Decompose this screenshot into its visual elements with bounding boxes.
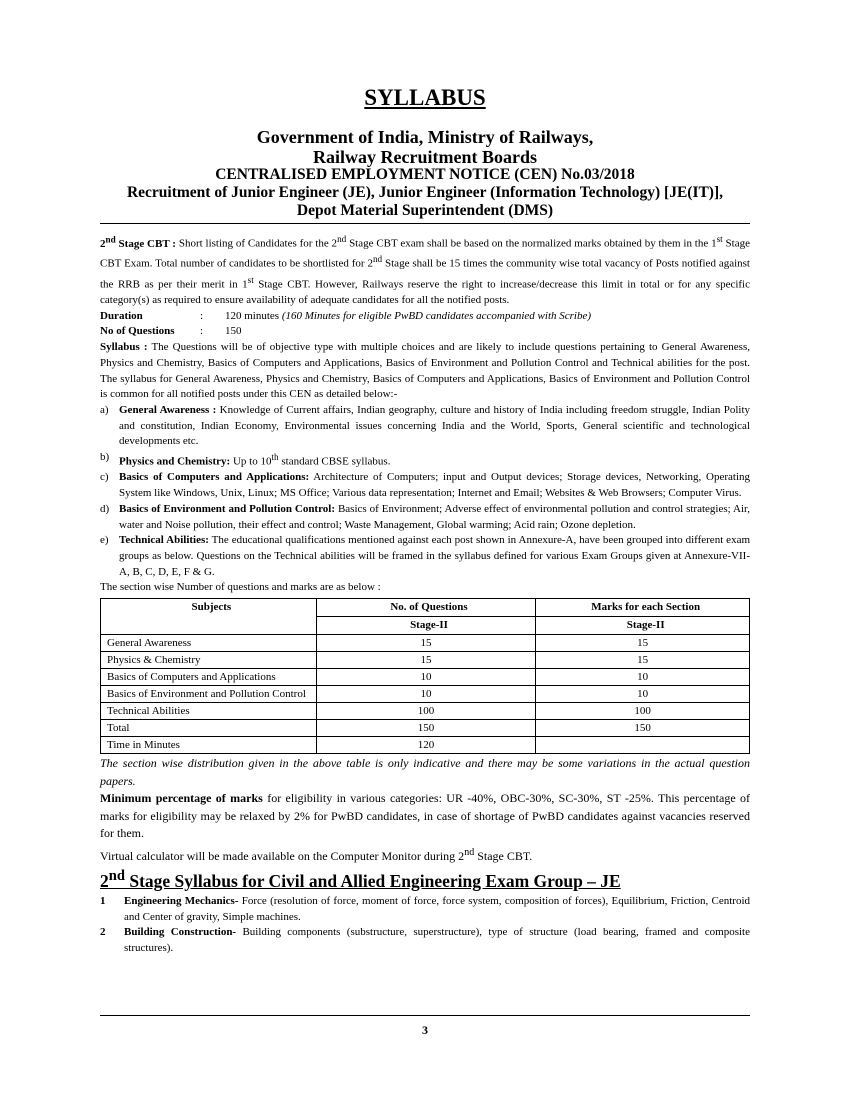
calculator-sup: nd — [464, 846, 475, 858]
cell-marks: 15 — [536, 635, 750, 652]
cell-subject: Basics of Environment and Pollution Control — [101, 686, 317, 703]
header-marks: Marks for each Section — [536, 599, 750, 617]
questions-colon: : — [200, 325, 204, 338]
list-item-text: Basics of Environment; Adverse effect of environmental pollution and control strategies; Air, water and Noise pollution, their effect and control; Waste Management, Global warming; Acid rain; Ozone depletion. — [119, 502, 751, 531]
list-item-physics-chemistry — [100, 450, 750, 470]
cell-subject: Basics of Computers and Applications — [101, 669, 317, 686]
section-heading-sup: nd — [108, 868, 125, 885]
syllabus-item-number: 2 — [100, 926, 106, 939]
marks-table — [100, 598, 750, 754]
header-subjects: Subjects — [101, 599, 317, 635]
cell-marks: 10 — [536, 686, 750, 703]
stage-text-d: Stage shall be 15 times the community wise total vacancy of Posts notified against the RRB as per their merit in 1 — [100, 258, 750, 291]
list-item-label: Technical Abilities: — [119, 534, 209, 547]
rrb-line: Railway Recruitment Boards — [313, 147, 537, 167]
stage-sup-a: nd — [337, 234, 347, 244]
list-item-label: Basics of Environment and Pollution Control: — [119, 502, 336, 515]
list-marker: e) — [100, 534, 109, 547]
list-item-text: Knowledge of Current affairs, Indian geography, culture and history of India including freedom struggle, Indian Polity and constitution, Indian Economy, Environmental issues concerning India and the World, Sports, General scientific and technological developments etc. — [119, 404, 750, 448]
stage-sup-b: st — [716, 234, 723, 244]
syllabus-intro-text: The Questions will be of objective type with multiple choices and are likely to include questions pertaining to General Awareness, Physics and Chemistry, Basics of Computers and Applications, Basics of Environment and Pollution Control and Technical abilities for the post. The syllabus for General Awareness, Physics and Chemistry, Basics of Computers and Applications, Basics of Environment and Pollution Control is common for all notified posts under this CEN as detailed below:- — [100, 341, 750, 401]
cell-questions: 10 — [316, 669, 536, 686]
duration-value — [225, 309, 591, 325]
cell-subject: General Awareness — [101, 635, 317, 652]
section-heading-text: Stage Syllabus for Civil and Allied Engineering Exam Group – JE — [124, 870, 621, 891]
syllabus-item-text: Force (resolution of force, moment of force, force system, composition of forces), Equilibrium, Friction, Centroid and Center of gravity, Simple machines. — [124, 894, 750, 923]
list-item-text: The educational qualifications mentioned against each post shown in Annexure-A, have been grouped into different exam groups as below. Questions on the Technical abilities will be framed in the syllabus defined for various Exam Groups given at Annexure-VII-A, B, C, D, E, F & G. — [119, 534, 751, 578]
list-item-text: Up to 10 — [230, 455, 272, 468]
stage-text-a: Short listing of Candidates for the 2 — [175, 237, 338, 250]
cell-subject: Physics & Chemistry — [101, 652, 317, 669]
syllabus-item-label: Building Construction- — [124, 926, 237, 939]
syllabus-intro-label: Syllabus : — [100, 341, 148, 354]
stage-cbt-paragraph — [100, 232, 750, 309]
syllabus-item-number: 1 — [100, 894, 106, 907]
main-content — [100, 232, 750, 957]
duration-label: Duration — [100, 309, 143, 322]
list-item-text: Architecture of Computers; input and Output devices; Storage devices, Networking, Operating System like Windows, Unix, Linux; MS Office; Various data representation; Internet and Email; Websites & Web Browsers; Computer Virus. — [119, 471, 751, 500]
cell-questions: 120 — [316, 737, 536, 754]
questions-value: 150 — [225, 325, 242, 338]
cell-marks: 100 — [536, 703, 750, 720]
minimum-percentage-paragraph — [100, 790, 750, 843]
table-row — [101, 737, 750, 754]
stage-text-c: Stage CBT Exam. Total number of candidates to be shortlisted for 2 — [100, 237, 750, 271]
section-heading-num: 2 — [100, 870, 109, 891]
cen-line: CENTRALISED EMPLOYMENT NOTICE (CEN) No.03/2018 — [215, 166, 635, 183]
list-item-label: Physics and Chemistry: — [119, 455, 231, 468]
stage-cbt-label — [100, 234, 176, 250]
cell-questions: 100 — [316, 703, 536, 720]
cell-marks: 15 — [536, 652, 750, 669]
recruitment-line: Recruitment of Junior Engineer (JE), Junior Engineer (Information Technology) [JE(IT)], — [126, 184, 724, 201]
page-number: 3 — [422, 1023, 428, 1037]
table-row — [101, 635, 750, 652]
list-item-label: General Awareness : — [119, 404, 217, 416]
cell-questions: 15 — [316, 652, 536, 669]
table-row — [101, 669, 750, 686]
table-row — [101, 720, 750, 737]
cell-marks: 150 — [536, 720, 750, 737]
government-line: Government of India, Ministry of Railways, — [256, 127, 594, 147]
header-questions: No. of Questions — [316, 599, 536, 617]
syllabus-item-label: Engineering Mechanics- — [124, 894, 239, 907]
title-block — [100, 84, 750, 219]
cell-questions: 15 — [316, 635, 536, 652]
syllabus-item-text: Building components (substructure, superstructure), type of structure (load bearing, framed and composite structures). — [124, 926, 750, 955]
stage-label-num: 2 — [100, 237, 106, 250]
stage-label-text: Stage CBT : — [115, 237, 176, 250]
cell-subject: Technical Abilities — [101, 703, 317, 720]
page-title: SYLLABUS — [364, 85, 486, 110]
cell-marks — [536, 737, 750, 754]
duration-row — [100, 309, 750, 325]
syllabus-item-engineering-mechanics — [100, 894, 750, 925]
cell-subject: Total — [101, 720, 317, 737]
table-intro: The section wise Number of questions and marks are as below : — [100, 581, 381, 594]
list-marker: c) — [100, 471, 109, 484]
cell-questions: 10 — [316, 686, 536, 703]
minimum-percentage-label: Minimum percentage of marks — [100, 791, 263, 806]
stage-text-b: Stage CBT exam shall be based on the normalized marks obtained by them in the 1 — [346, 237, 717, 250]
questions-label: No of Questions — [100, 325, 175, 338]
list-item-sup: th — [271, 452, 279, 463]
calculator-text: Virtual calculator will be made available on the Computer Monitor during 2 — [100, 848, 465, 863]
syllabus-item-building-construction — [100, 925, 750, 956]
section-heading — [100, 865, 750, 892]
list-marker: a) — [100, 404, 109, 416]
questions-row — [100, 324, 750, 340]
list-item-label: Basics of Computers and Applications: — [119, 471, 310, 484]
list-marker: b) — [100, 451, 110, 464]
table-row — [101, 686, 750, 703]
list-marker: d) — [100, 502, 110, 515]
minimum-percentage-text: for eligibility in various categories: UR -40%, OBC-30%, SC-30%, ST -25%. This percentage of marks for eligibility may be relaxed by 2% for PwBD candidates, in case of shortage of PwBD candidates against vacancies reserved for them. — [100, 791, 751, 841]
cell-marks: 10 — [536, 669, 750, 686]
cell-questions: 150 — [316, 720, 536, 737]
list-item-environment — [100, 502, 750, 533]
stage-text-e: Stage CBT. However, Railways reserve the right to increase/decrease this limit in total or for any specific category(s) as required to ensure availability of adequate candidates for all the notified posts. — [100, 278, 750, 307]
syllabus-intro — [100, 340, 750, 403]
stage-sup-d: st — [247, 274, 254, 285]
footer-divider — [100, 1015, 750, 1016]
list-item-technical-abilities — [100, 533, 750, 580]
calculator-text-end: Stage CBT. — [474, 848, 533, 863]
header-stage-questions: Stage-II — [316, 617, 536, 635]
dms-line: Depot Material Superintendent (DMS) — [296, 202, 554, 219]
duration-note: (160 Minutes for eligible PwBD candidates accompanied with Scribe) — [281, 309, 592, 322]
list-item-computers — [100, 470, 750, 501]
list-item-text-end: standard CBSE syllabus. — [278, 455, 391, 468]
stage-sup-c: nd — [372, 254, 383, 265]
header-divider — [100, 223, 750, 224]
table-row — [101, 703, 750, 720]
table-row — [101, 652, 750, 669]
table-header-row — [101, 599, 750, 617]
cell-subject: Time in Minutes — [101, 737, 317, 754]
list-item-general-awareness — [100, 403, 750, 450]
header-stage-marks: Stage-II — [536, 617, 750, 635]
duration-colon: : — [200, 309, 204, 322]
stage-label-sup: nd — [105, 234, 116, 244]
calculator-paragraph — [100, 844, 750, 866]
table-note: The section wise distribution given in the above table is only indicative and there may be some variations in the actual question papers. — [100, 756, 750, 789]
duration-minutes: 120 minutes — [225, 309, 280, 322]
